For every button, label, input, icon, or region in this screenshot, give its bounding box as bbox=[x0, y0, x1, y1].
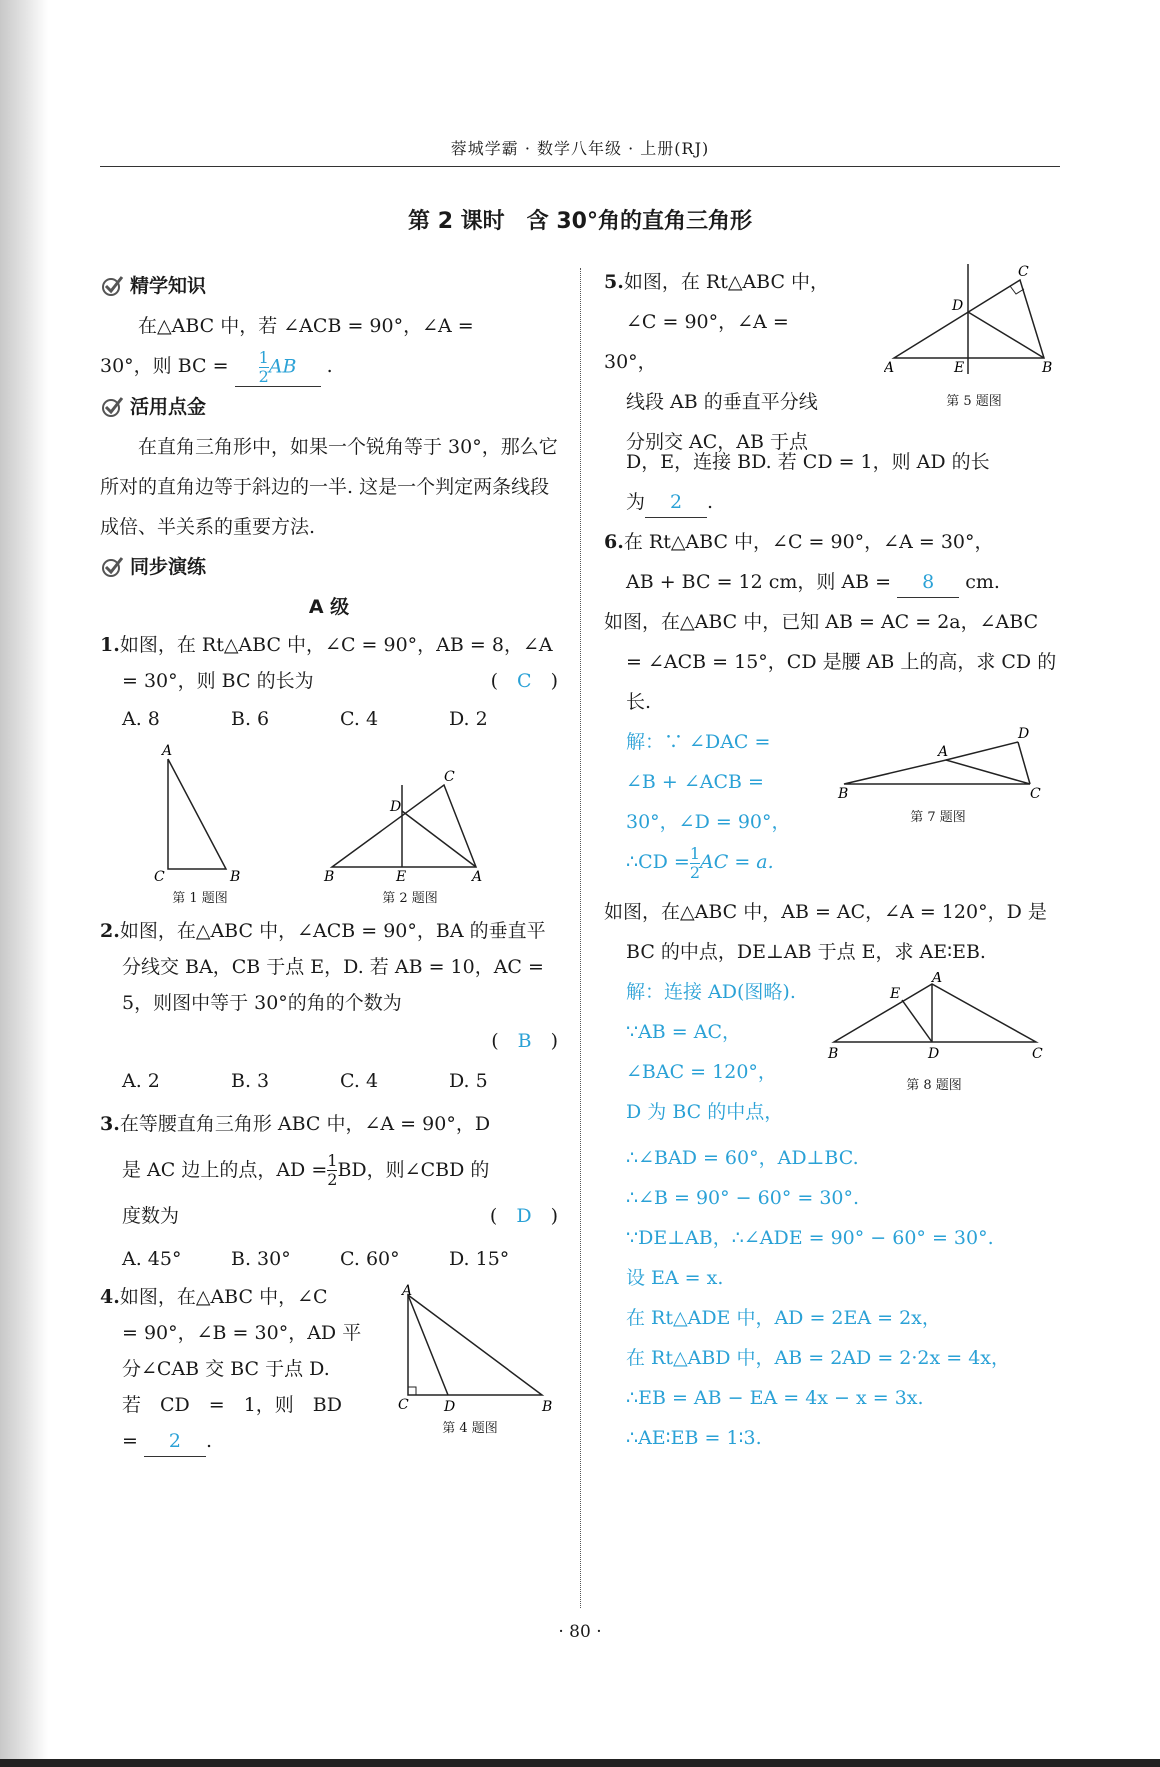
question-5-answer-line: 为 2 . bbox=[604, 482, 1060, 522]
question-8-solution: 解：连接 AD(图略). ∵AB = AC， ∠BAC = 120°， D 为 BC 的中点， ∴∠BAD = 60°，AD⊥BC. ∴∠B = 90° − 60° = 30°. ∵DE⊥AB，∴∠ADE = 90° − 60° = 30°. 设 EA = x. 在 Rt△ADE 中，AD = 2EA = 2x， 在 Rt△ABD 中，AB = 2AD = 2·2x = 4x， ∴EB = AB − EA = 4x − x = 3x. ∴AE∶EB = 1∶3. bbox=[626, 981, 1011, 1449]
answer-blank: 2 bbox=[645, 487, 707, 518]
bottom-bar bbox=[0, 1759, 1160, 1767]
section-name: 精学知识 bbox=[130, 275, 207, 297]
figure-8 bbox=[824, 972, 1054, 1072]
question-8: 如图，在△ABC 中，AB = AC，∠A = 120°，D 是 BC 的中点，DE⊥AB 于点 E，求 AE∶EB. bbox=[604, 901, 1047, 963]
figure-label: B bbox=[542, 1398, 553, 1413]
figure-label: B bbox=[230, 868, 240, 883]
figure-label: C bbox=[444, 768, 455, 785]
figure-label: A bbox=[884, 360, 895, 376]
section-header-tips bbox=[100, 387, 558, 427]
figure-label: B bbox=[1042, 360, 1053, 376]
figure-label: D bbox=[928, 1046, 940, 1062]
figure-label: D bbox=[952, 298, 964, 314]
figure-label: D bbox=[390, 798, 402, 815]
answer-choice: ( D ) bbox=[489, 1204, 558, 1227]
figure-label: E bbox=[954, 360, 965, 376]
lesson-title: 第 2 课时 含 30°角的直角三角形 bbox=[408, 209, 752, 234]
section-header-knowledge bbox=[100, 266, 558, 306]
figure-label: B bbox=[838, 786, 849, 802]
figure-1-caption: 第 1 题图 bbox=[172, 890, 228, 906]
level-label: A 级 bbox=[308, 595, 350, 618]
question-5-continued: D，E，连接 BD. 若 CD = 1，则 AD 的长 bbox=[626, 451, 990, 473]
figure-4 bbox=[392, 1283, 562, 1413]
question-1: 1.如图，在 Rt△ABC 中，∠C = 90°，AB = 8，∠A = 30°，则 BC 的长为 ( C ) bbox=[100, 627, 558, 699]
figure-5-caption: 第 5 题图 bbox=[946, 394, 1002, 409]
figure-1 bbox=[150, 743, 240, 883]
figure-8-caption: 第 8 题图 bbox=[906, 1078, 962, 1093]
question-4-block bbox=[100, 1279, 558, 1469]
section-name: 活用点金 bbox=[130, 395, 207, 418]
right-column bbox=[604, 262, 1060, 1458]
figure-7 bbox=[834, 724, 1064, 804]
answer-choice: ( B ) bbox=[491, 1029, 558, 1052]
question-7-solution-block bbox=[604, 722, 1060, 886]
figure-5 bbox=[884, 262, 1064, 382]
question-1-options: A. 8 B. 6 C. 4 D. 2 bbox=[122, 707, 488, 730]
question-6: 6.在 Rt△ABC 中，∠C = 90°，∠A = 30°， AB + BC = 12 cm，则 AB = 8 cm. bbox=[604, 522, 1060, 602]
figure-label: A bbox=[472, 868, 483, 884]
figure-label: E bbox=[890, 986, 901, 1002]
figure-2-caption: 第 2 题图 bbox=[382, 890, 438, 906]
figure-label: E bbox=[396, 868, 407, 884]
figure-label: C bbox=[1018, 264, 1029, 280]
figure-4-caption: 第 4 题图 bbox=[442, 1420, 498, 1436]
check-icon bbox=[100, 274, 124, 298]
question-5-block bbox=[604, 262, 1060, 453]
figure-label: A bbox=[402, 1282, 413, 1299]
figure-label: A bbox=[938, 744, 949, 760]
figure-label: D bbox=[1018, 726, 1030, 742]
question-8-solution-block bbox=[604, 972, 1060, 1458]
question-7-solution: 解：∵ ∠DAC = ∠B + ∠ACB = 30°，∠D = 90°， ∴CD = $\frac{1}{2}$ AC = a. bbox=[626, 731, 791, 882]
tips-text: 在直角三角形中，如果一个锐角等于 30°，那么它所对的直角边等于斜边的一半. 这是一个判定两条线段成倍、半关系的重要方法. bbox=[100, 435, 558, 538]
check-icon bbox=[100, 395, 124, 419]
answer-blank: 8 bbox=[897, 567, 959, 598]
figure-7-caption: 第 7 题图 bbox=[910, 810, 966, 825]
header-rule bbox=[100, 166, 1060, 167]
question-7: 如图，在△ABC 中，已知 AB = AC = 2a，∠ABC = ∠ACB = 15°，CD 是腰 AB 上的高，求 CD 的长. bbox=[604, 611, 1057, 713]
figure-label: D bbox=[444, 1398, 456, 1413]
knowledge-line-2: 30°，则 BC = $\frac{1}{2}$ AB . bbox=[100, 347, 333, 386]
knowledge-line-1: 在△ABC 中，若 ∠ACB = 90°，∠A = bbox=[138, 315, 474, 337]
answer-blank: $\frac{1}{2}$ AB bbox=[235, 349, 321, 387]
figure-label: C bbox=[154, 868, 165, 883]
answer-choice: ( C ) bbox=[490, 669, 558, 692]
check-icon bbox=[100, 555, 124, 579]
column-divider bbox=[580, 268, 581, 1608]
left-column bbox=[100, 266, 558, 1469]
question-2: 2.如图，在△ABC 中，∠ACB = 90°，BA 的垂直平分线交 BA，CB 于点 E，D. 若 AB = 10，AC = 5，则图中等于 30°的角的个数为 bbox=[100, 919, 546, 1014]
page-number: · 80 · bbox=[558, 1622, 602, 1642]
figure-2 bbox=[320, 769, 500, 884]
section-name: 同步演练 bbox=[130, 555, 207, 578]
section-header-practice bbox=[100, 547, 558, 587]
answer-blank: 2 bbox=[144, 1426, 206, 1457]
question-5: 5.如图，在 Rt△ABC 中， ∠C = 90°，∠A = 30°， 线段 AB 的垂直平分线 分别交 AC，AB 于点 bbox=[604, 271, 830, 453]
figure-label: A bbox=[162, 742, 173, 759]
figure-label: C bbox=[398, 1396, 409, 1413]
running-header: 蓉城学霸 · 数学八年级 · 上册(RJ) bbox=[450, 139, 710, 158]
question-4: 4.如图，在△ABC 中，∠C = 90°，∠B = 30°，AD 平 分∠CAB 交 BC 于点 D. 若 CD = 1，则 BD = 2 . bbox=[100, 1279, 370, 1459]
figure-label: B bbox=[828, 1046, 839, 1062]
figure-label: B bbox=[324, 868, 335, 884]
figures-1-2 bbox=[100, 739, 558, 913]
page-edge-shadow bbox=[0, 0, 48, 1767]
figure-label: C bbox=[1032, 1046, 1043, 1062]
question-3-options: A. 45° B. 30° C. 60° D. 15° bbox=[122, 1247, 510, 1270]
figure-label: A bbox=[932, 972, 943, 986]
question-2-options: A. 2 B. 3 C. 4 D. 5 bbox=[122, 1069, 488, 1092]
figure-label: C bbox=[1030, 786, 1041, 802]
question-3: 3.在等腰直角三角形 ABC 中，∠A = 90°，D 是 AC 边上的点，AD = $\frac{1}{2}$ BD，则∠CBD 的 度数为 ( D ) bbox=[100, 1101, 558, 1239]
